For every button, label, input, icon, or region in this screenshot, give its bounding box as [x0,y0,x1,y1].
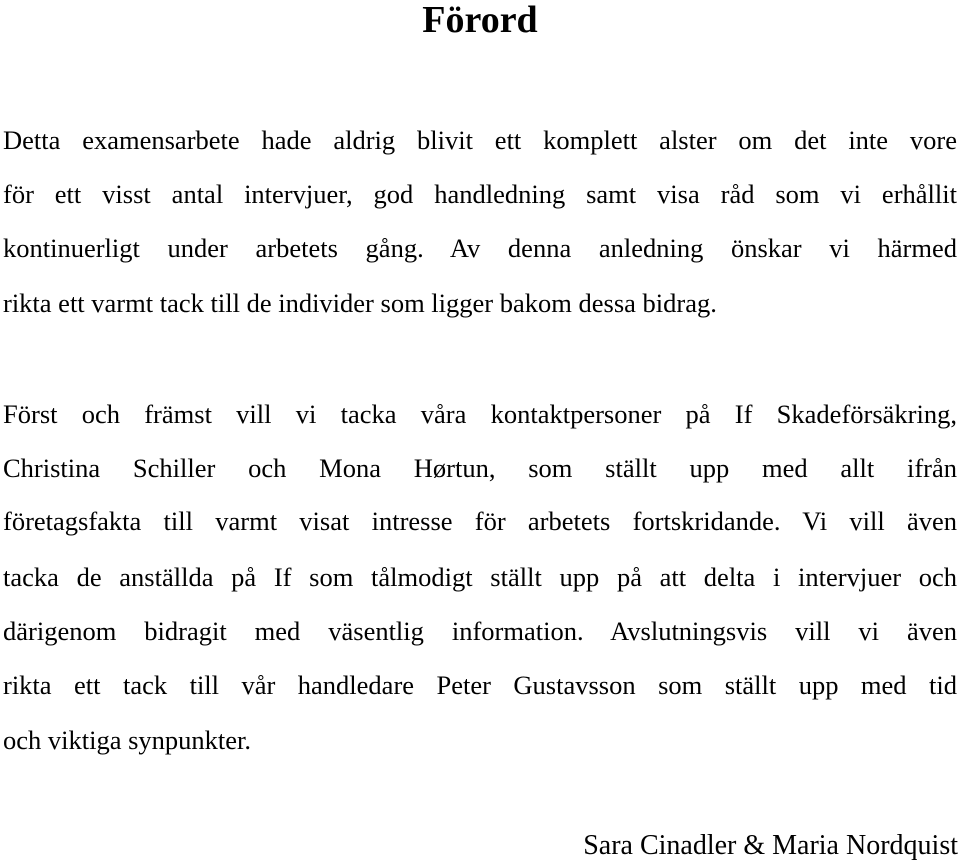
paragraph-line: företagsfakta till varmt visat intresse för arbetets fortskridande. Vi vill även [3,506,957,536]
paragraph-line: Christina Schiller och Mona Hørtun, som ställt upp med allt ifrån [3,453,957,483]
page-title: Förord [422,0,538,41]
paragraph-line: därigenom bidragit med väsentlig information. Avslutningsvis vill vi även [3,616,957,646]
signature: Sara Cinadler & Maria Nordquist [583,830,958,861]
paragraph-line: och viktiga synpunkter. [3,725,252,755]
paragraph-line: kontinuerligt under arbetets gång. Av denna anledning önskar vi härmed [3,233,957,263]
paragraph-line: rikta ett tack till vår handledare Peter Gustavsson som ställt upp med tid [3,670,957,700]
paragraph-line: Detta examensarbete hade aldrig blivit ett komplett alster om det inte vore [3,125,957,155]
paragraph-line: rikta ett varmt tack till de individer som ligger bakom dessa bidrag. [3,288,717,318]
paragraph-line: tacka de anställda på If som tålmodigt ställt upp på att delta i intervjuer och [3,562,957,592]
paragraph-line: Först och främst vill vi tacka våra kontaktpersoner på If Skadeförsäkring, [3,399,957,429]
paragraph-line: för ett visst antal intervjuer, god handledning samt visa råd som vi erhållit [3,179,957,209]
